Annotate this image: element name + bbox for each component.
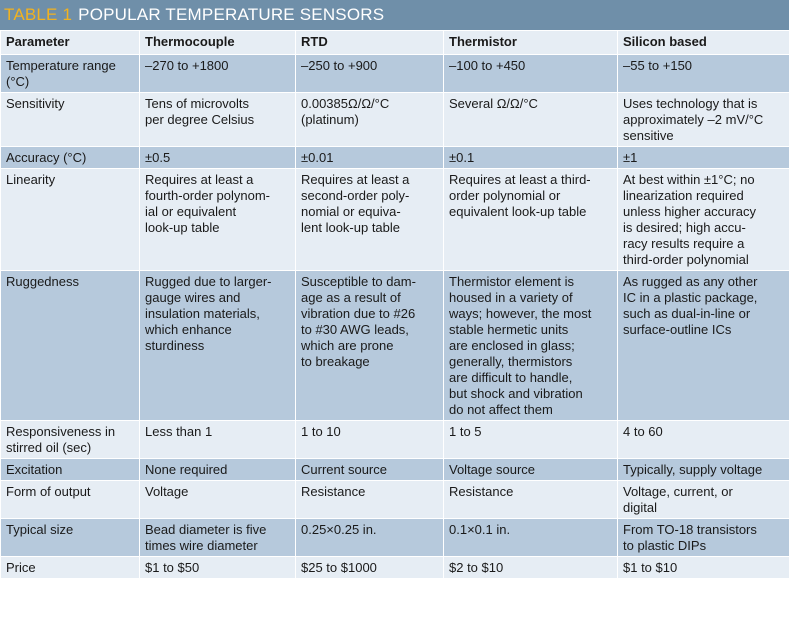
cell-line: sensitive <box>623 128 674 143</box>
cell-line: Excitation <box>6 462 63 477</box>
cell-line: $25 to $1000 <box>301 560 377 575</box>
cell-line: Linearity <box>6 172 56 187</box>
cell-price-parameter <box>1 557 140 579</box>
cell-line: second-order poly- <box>301 188 410 203</box>
cell-line: Form of output <box>6 484 91 499</box>
cell-temperature-range-silicon-based <box>618 55 789 93</box>
cell-line: –100 to +450 <box>449 58 526 73</box>
cell-line: Current source <box>301 462 387 477</box>
cell-typical-size-thermocouple <box>140 519 296 557</box>
cell-line: Resistance <box>301 484 366 499</box>
cell-linearity-rtd <box>296 169 444 271</box>
cell-ruggedness-rtd <box>296 271 444 421</box>
cell-form-of-output-parameter <box>1 481 140 519</box>
cell-line: times wire diameter <box>145 538 258 553</box>
cell-line: stable hermetic units <box>449 322 569 337</box>
header-row <box>1 31 789 55</box>
table-title-bar <box>0 0 789 30</box>
cell-line: which are prone <box>301 338 394 353</box>
cell-line: Uses technology that is <box>623 96 758 111</box>
cell-linearity-thermocouple <box>140 169 296 271</box>
cell-line: racy results require a <box>623 236 745 251</box>
cell-ruggedness-silicon-based <box>618 271 789 421</box>
cell-excitation-thermistor <box>444 459 618 481</box>
cell-line: sturdiness <box>145 338 205 353</box>
cell-linearity-silicon-based <box>618 169 789 271</box>
cell-line: nomial or equiva- <box>301 204 401 219</box>
cell-line: do not affect them <box>449 402 553 417</box>
cell-line: At best within ±1°C; no <box>623 172 755 187</box>
cell-line: lent look-up table <box>301 220 401 235</box>
cell-form-of-output-rtd <box>296 481 444 519</box>
cell-line: vibration due to #26 <box>301 306 416 321</box>
cell-line: ways; however, the most <box>449 306 592 321</box>
cell-ruggedness-parameter <box>1 271 140 421</box>
cell-line: Temperature range <box>6 58 116 73</box>
cell-line: 4 to 60 <box>623 424 663 439</box>
cell-line: $2 to $10 <box>449 560 504 575</box>
cell-line: are difficult to handle, <box>449 370 573 385</box>
cell-line: to breakage <box>301 354 370 369</box>
cell-line: Sensitivity <box>6 96 65 111</box>
cell-line: look-up table <box>145 220 220 235</box>
cell-line: but shock and vibration <box>449 386 583 401</box>
cell-line: ±0.1 <box>449 150 475 165</box>
cell-responsiveness-rtd <box>296 421 444 459</box>
cell-line: linearization required <box>623 188 744 203</box>
cell-line: Voltage <box>145 484 189 499</box>
cell-responsiveness-silicon-based <box>618 421 789 459</box>
cell-line: generally, thermistors <box>449 354 573 369</box>
cell-line: fourth-order polynom- <box>145 188 270 203</box>
row-excitation <box>1 459 789 481</box>
cell-line: Several Ω/Ω/°C <box>449 96 538 111</box>
cell-line: From TO-18 transistors <box>623 522 757 537</box>
header-rtd: RTD <box>296 31 444 55</box>
cell-line: Responsiveness in <box>6 424 116 439</box>
cell-line: Voltage, current, or <box>623 484 733 499</box>
cell-line: $1 to $10 <box>623 560 678 575</box>
cell-line: –250 to +900 <box>301 58 378 73</box>
cell-excitation-rtd <box>296 459 444 481</box>
row-responsiveness <box>1 421 789 459</box>
header-thermistor: Thermistor <box>444 31 618 55</box>
cell-line: third-order polynomial <box>623 252 749 267</box>
cell-typical-size-rtd <box>296 519 444 557</box>
cell-line: Thermistor element is <box>449 274 574 289</box>
row-temperature-range <box>1 55 789 93</box>
cell-temperature-range-thermistor <box>444 55 618 93</box>
cell-temperature-range-rtd <box>296 55 444 93</box>
cell-line: (°C) <box>6 74 30 89</box>
cell-responsiveness-parameter <box>1 421 140 459</box>
cell-sensitivity-thermistor <box>444 93 618 147</box>
row-linearity <box>1 169 789 271</box>
cell-line: –55 to +150 <box>623 58 693 73</box>
table-body <box>1 55 789 579</box>
cell-price-rtd <box>296 557 444 579</box>
cell-line: Ruggedness <box>6 274 79 289</box>
cell-line: are enclosed in glass; <box>449 338 575 353</box>
cell-ruggedness-thermocouple <box>140 271 296 421</box>
cell-line: Tens of microvolts <box>145 96 250 111</box>
cell-accuracy-parameter <box>1 147 140 169</box>
header-silicon-based: Silicon based <box>618 31 789 55</box>
cell-line: Voltage source <box>449 462 536 477</box>
cell-price-thermocouple <box>140 557 296 579</box>
cell-line: ial or equivalent <box>145 204 237 219</box>
header-thermocouple: Thermocouple <box>140 31 296 55</box>
cell-line: None required <box>145 462 228 477</box>
cell-line: to plastic DIPs <box>623 538 707 553</box>
cell-line: stirred oil (sec) <box>6 440 92 455</box>
cell-form-of-output-thermistor <box>444 481 618 519</box>
cell-line: to #30 AWG leads, <box>301 322 409 337</box>
cell-line: –270 to +1800 <box>145 58 229 73</box>
cell-line: (platinum) <box>301 112 359 127</box>
cell-line: Requires at least a third- <box>449 172 591 187</box>
cell-line: Typical size <box>6 522 74 537</box>
cell-line: Requires at least a <box>301 172 410 187</box>
row-accuracy <box>1 147 789 169</box>
cell-ruggedness-thermistor <box>444 271 618 421</box>
cell-price-thermistor <box>444 557 618 579</box>
cell-line: IC in a plastic package, <box>623 290 758 305</box>
cell-line: Accuracy (°C) <box>6 150 87 165</box>
cell-line: 0.00385Ω/Ω/°C <box>301 96 390 111</box>
row-typical-size <box>1 519 789 557</box>
cell-line: unless higher accuracy <box>623 204 756 219</box>
cell-accuracy-thermocouple <box>140 147 296 169</box>
cell-price-silicon-based <box>618 557 789 579</box>
cell-line: ±0.01 <box>301 150 334 165</box>
cell-line: Less than 1 <box>145 424 213 439</box>
cell-line: 0.25×0.25 in. <box>301 522 377 537</box>
row-ruggedness <box>1 271 789 421</box>
cell-line: per degree Celsius <box>145 112 255 127</box>
cell-sensitivity-rtd <box>296 93 444 147</box>
cell-line: Bead diameter is five <box>145 522 267 537</box>
cell-line: approximately –2 mV/°C <box>623 112 764 127</box>
cell-typical-size-silicon-based <box>618 519 789 557</box>
cell-excitation-parameter <box>1 459 140 481</box>
cell-accuracy-thermistor <box>444 147 618 169</box>
sensor-comparison-table <box>0 30 789 579</box>
cell-linearity-parameter <box>1 169 140 271</box>
cell-line: such as dual-in-line or <box>623 306 751 321</box>
cell-line: surface-outline ICs <box>623 322 732 337</box>
cell-line: 1 to 10 <box>301 424 341 439</box>
cell-line: $1 to $50 <box>145 560 200 575</box>
header-parameter: Parameter <box>1 31 140 55</box>
table-number: TABLE 1 <box>4 5 73 24</box>
cell-sensitivity-parameter <box>1 93 140 147</box>
cell-temperature-range-parameter <box>1 55 140 93</box>
cell-line: age as a result of <box>301 290 401 305</box>
cell-typical-size-thermistor <box>444 519 618 557</box>
cell-excitation-thermocouple <box>140 459 296 481</box>
cell-line: Price <box>6 560 36 575</box>
cell-line: As rugged as any other <box>623 274 758 289</box>
cell-line: Typically, supply voltage <box>623 462 763 477</box>
cell-excitation-silicon-based <box>618 459 789 481</box>
cell-line: equivalent look-up table <box>449 204 587 219</box>
cell-line: 1 to 5 <box>449 424 482 439</box>
cell-line: 0.1×0.1 in. <box>449 522 511 537</box>
cell-typical-size-parameter <box>1 519 140 557</box>
cell-line: digital <box>623 500 657 515</box>
cell-line: order polynomial or <box>449 188 561 203</box>
cell-line: housed in a variety of <box>449 290 573 305</box>
cell-accuracy-silicon-based <box>618 147 789 169</box>
cell-sensitivity-thermocouple <box>140 93 296 147</box>
row-price <box>1 557 789 579</box>
cell-responsiveness-thermocouple <box>140 421 296 459</box>
cell-responsiveness-thermistor <box>444 421 618 459</box>
cell-line: ±0.5 <box>145 150 171 165</box>
cell-form-of-output-thermocouple <box>140 481 296 519</box>
cell-line: insulation materials, <box>145 306 260 321</box>
cell-linearity-thermistor <box>444 169 618 271</box>
cell-temperature-range-thermocouple <box>140 55 296 93</box>
cell-line: Rugged due to larger- <box>145 274 272 289</box>
cell-line: gauge wires and <box>145 290 241 305</box>
cell-line: is desired; high accu- <box>623 220 746 235</box>
cell-line: Requires at least a <box>145 172 254 187</box>
row-form-of-output <box>1 481 789 519</box>
cell-sensitivity-silicon-based <box>618 93 789 147</box>
row-sensitivity <box>1 93 789 147</box>
cell-line: ±1 <box>623 150 638 165</box>
cell-accuracy-rtd <box>296 147 444 169</box>
cell-line: Susceptible to dam- <box>301 274 416 289</box>
cell-line: Resistance <box>449 484 514 499</box>
cell-form-of-output-silicon-based <box>618 481 789 519</box>
cell-line: which enhance <box>145 322 232 337</box>
table-title: POPULAR TEMPERATURE SENSORS <box>78 5 385 24</box>
